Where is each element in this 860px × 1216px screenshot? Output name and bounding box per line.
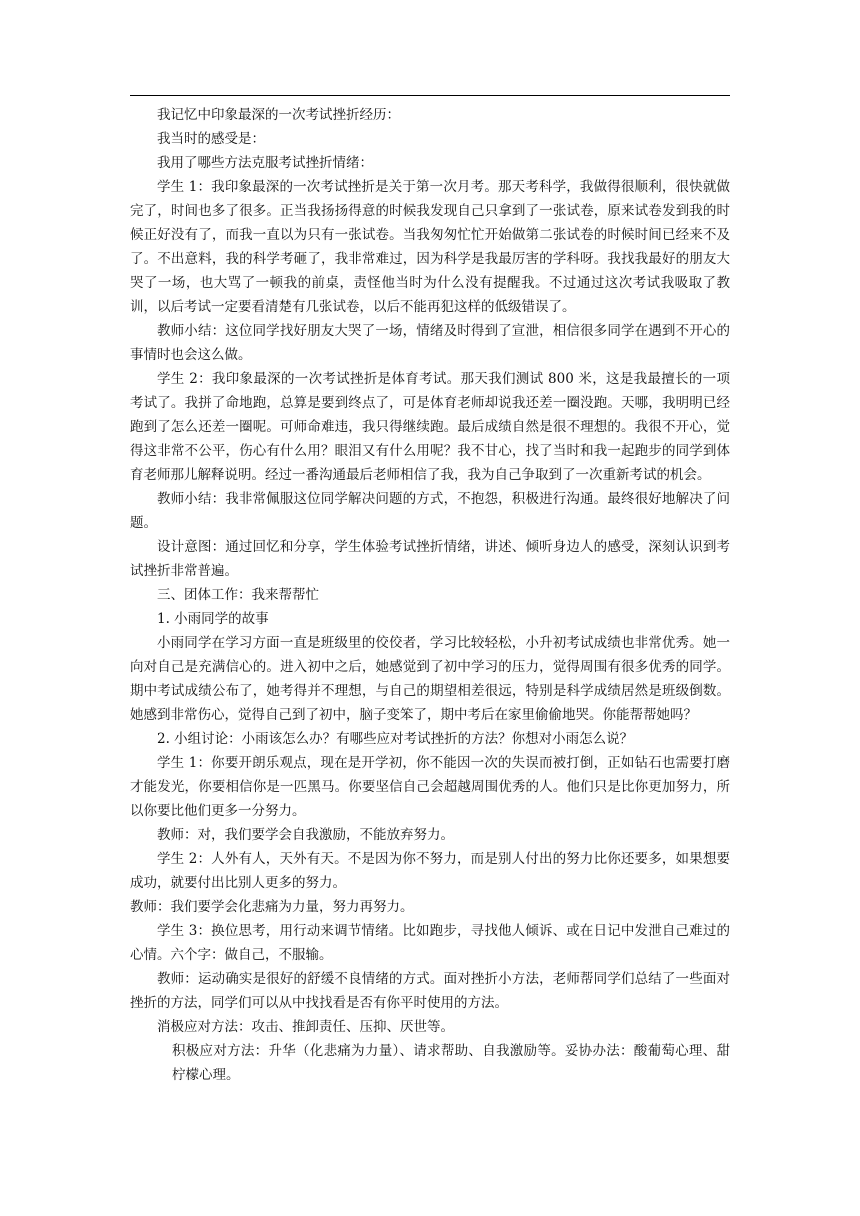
teacher-reply-2: 教师：我们要学会化悲痛为力量，努力再努力。 [130,899,414,915]
subsection-heading-2: 2. 小组讨论：小雨该怎么办？有哪些应对考试挫折的方法？你想对小雨怎么说？ [157,731,634,747]
design-intent: 设计意图：通过回忆和分享，学生体验考试挫折情绪，讲述、倾听身边人的感受，深刻认识到考试挫折非常普遍。 [130,539,730,579]
student-2-story: 学生 2：我印象最深的一次考试挫折是体育考试。那天我们测试 800 米，这是我最擅长的一项考试了。我拼了命地跑，总算是要到终点了，可是体育老师却说我还差一圈没跑。天哪，我明明已经跑到了怎么还差一圈呢。可师命难违，我只得继续跑。最后成绩自然是很不理想的。我很不开心，觉得这非常不公平，伤心有什么用？眼泪又有什么用呢？我不甘心，找了当时和我一起跑步的同学到体育老师那儿解释说明。经过一番沟通最后老师相信了我，我为自己争取到了一次重新考试的机会。 [130,371,730,483]
positive-coping-methods: 积极应对方法：升华（化悲痛为力量）、请求帮助、自我激励等。妥协办法：酸葡萄心理、甜柠檬心理。 [172,1043,730,1083]
xiaoyu-story: 小雨同学在学习方面一直是班级里的佼佼者，学习比较轻松，小升初考试成绩也非常优秀。她一向对自己是充满信心的。进入初中之后，她感觉到了初中学习的压力，觉得周围有很多优秀的同学。期中考试成绩公布了，她考得并不理想，与自己的期望相差很远，特别是科学成绩居然是班级倒数。她感到非常伤心，觉得自己到了初中，脑子变笨了，期中考后在家里偷偷地哭。你能帮帮她吗？ [130,635,730,723]
header-rule [130,95,730,96]
negative-coping-methods: 消极应对方法：攻击、推卸责任、压抑、厌世等。 [157,1019,454,1035]
teacher-reply-3: 教师：运动确实是很好的舒缓不良情绪的方式。面对挫折小方法，老师帮同学们总结了一些面对挫折的方法，同学们可以从中找找看是否有你平时使用的方法。 [130,971,730,1011]
prompt-line-2: 我当时的感受是： [157,131,265,147]
student-3-advice: 学生 3：换位思考，用行动来调节情绪。比如跑步，寻找他人倾诉、或在日记中发泄自己难过的心情。六个字：做自己，不服输。 [130,923,730,963]
student-2-advice: 学生 2：人外有人，天外有天。不是因为你不努力，而是别人付出的努力比你还要多，如果想要成功，就要付出比别人更多的努力。 [130,851,730,891]
document-body [130,103,730,1087]
prompt-line-1: 我记忆中印象最深的一次考试挫折经历： [157,107,400,123]
subsection-heading-1: 1. 小雨同学的故事 [157,611,269,627]
teacher-summary-1: 教师小结：这位同学找好朋友大哭了一场，情绪及时得到了宣泄，相信很多同学在遇到不开心的事情时也会这么做。 [130,323,730,363]
teacher-reply-1: 教师：对，我们要学会自我激励，不能放弃努力。 [157,827,454,843]
section-heading-3: 三、团体工作：我来帮帮忙 [157,587,319,603]
student-1-story: 学生 1：我印象最深的一次考试挫折是关于第一次月考。那天考科学，我做得很顺利，很快就做完了，时间也多了很多。正当我扬扬得意的时候我发现自己只拿到了一张试卷，原来试卷发到我的时候正好没有了，而我一直以为只有一张试卷。当我匆匆忙忙开始做第二张试卷的时候时间已经来不及了。不出意料，我的科学考砸了，我非常难过，因为科学是我最厉害的学科呀。我找我最好的朋友大哭了一场，也大骂了一顿我的前桌，责怪他当时为什么没有提醒我。不过通过这次考试我吸取了教训，以后考试一定要看清楚有几张试卷，以后不能再犯这样的低级错误了。 [130,179,730,315]
student-1-advice: 学生 1：你要开朗乐观点，现在是开学初，你不能因一次的失误而被打倒，正如钻石也需要打磨才能发光，你要相信你是一匹黑马。你要坚信自己会超越周围优秀的人。他们只是比你更加努力，所以你要比他们更多一分努力。 [130,755,730,819]
prompt-line-3: 我用了哪些方法克服考试挫折情绪： [157,155,373,171]
teacher-summary-2: 教师小结：我非常佩服这位同学解决问题的方式，不抱怨，积极进行沟通。最终很好地解决了问题。 [130,491,730,531]
